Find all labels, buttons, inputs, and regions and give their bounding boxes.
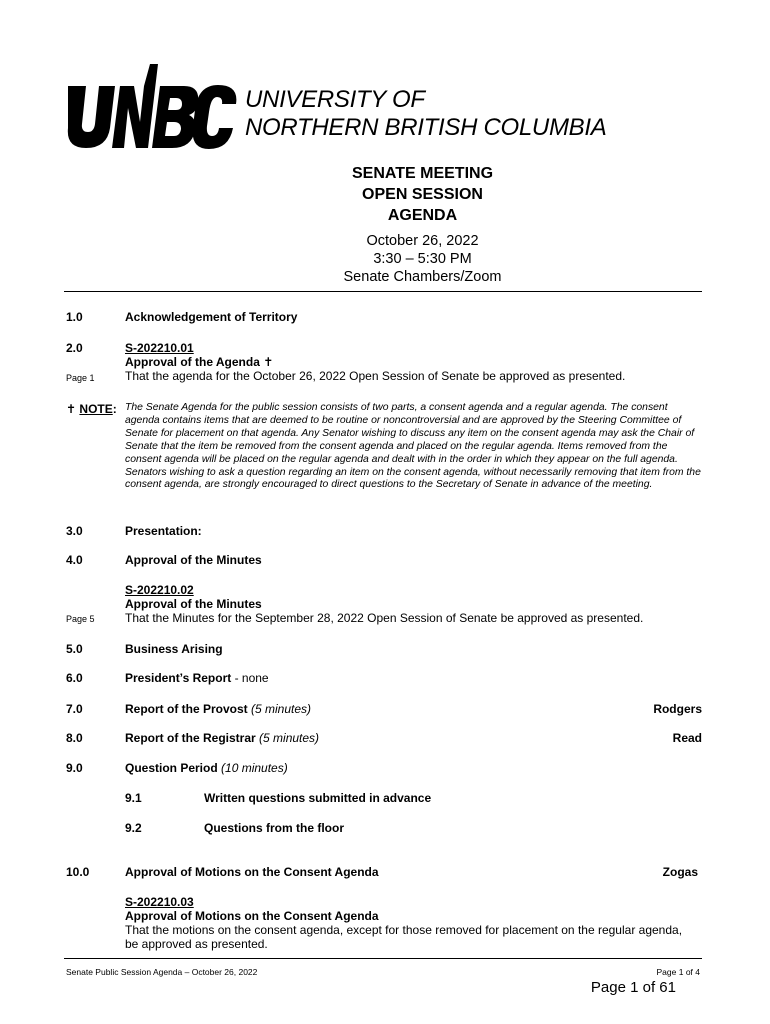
motion-title: Approval of Motions on the Consent Agenda [125,909,379,923]
item-title: Report of the Registrar [125,731,256,745]
item-number: 2.0 [66,341,83,355]
item-duration: (5 minutes) [247,702,312,716]
item-number: 5.0 [66,642,83,656]
item-title-acknowledgement: Acknowledgement of Territory [125,310,298,324]
item-number: 8.0 [66,731,83,745]
item-number: 1.0 [66,310,83,324]
presenter: Read [672,731,702,745]
item-provost-report [125,702,311,716]
item-title-consent-agenda: Approval of Motions on the Consent Agenda [125,865,379,879]
header-divider [64,291,702,292]
note-label [66,402,117,416]
motion-title: Approval of the Agenda ✝ [125,355,274,369]
motion-text: That the Minutes for the September 28, 2022 Open Session of Senate be approved as presented. [125,611,644,625]
title-agenda: AGENDA [387,207,458,224]
meeting-time: 3:30 – 5:30 PM [373,251,472,267]
item-presidents-report [125,671,269,685]
item-suffix: - none [231,671,269,685]
item-number: 7.0 [66,702,83,716]
item-title-minutes: Approval of the Minutes [125,553,262,567]
item-registrar-report [125,731,319,745]
footer-document-name: Senate Public Session Agenda – October 26, 2022 [66,967,258,977]
item-duration: (10 minutes) [217,761,288,775]
agenda-item-2 [125,341,625,383]
motion-code: S-202210.03 [125,895,194,909]
sub-item-number: 9.1 [125,791,142,805]
motion-text: That the motions on the consent agenda, except for those removed for placement on the regular agenda, be approved as presented. [125,923,683,951]
item-question-period [125,761,288,775]
title-senate-meeting: SENATE MEETING [351,165,494,182]
item-title: Question Period [125,761,218,775]
page-reference: Page 1 [66,373,95,383]
item-title: Report of the Provost [125,702,248,716]
item-title-presentation: Presentation: [125,524,202,538]
title-open-session: OPEN SESSION [362,186,483,203]
item-number: 9.0 [66,761,83,775]
motion-code: S-202210.02 [125,583,194,597]
university-line-2: NORTHERN BRITISH COLUMBIA [245,114,607,141]
note-text: The Senate Agenda for the public session consists of two parts, a consent agenda and a regular agenda. The consent agenda contains items that are deemed to be routine or noncontroversial and are approved by the Steering Committee of Senate for placement on that agenda. Any Senator wishing to discuss any item on the consent agenda may ask the Chair of Senate that the item be removed from the consent agenda and placed on the regular agenda. Items removed from the consent agenda will be placed on the regular agenda and dealt with in the order in which they appear on the full agenda. Senators wishing to ask a question regarding an item on the consent agenda, without necessarily removing that item from the consent agenda, are strongly encouraged to direct questions to the Secretary of Senate in advance of the meeting. [125,402,701,491]
note-label-text: NOTE [79,402,113,416]
item-number: 10.0 [66,865,90,879]
page-counter: Page 1 of 61 [590,979,676,996]
university-line-1: UNIVERSITY OF [245,86,425,113]
item-duration: (5 minutes) [255,731,320,745]
footer-page-of: Page 1 of 4 [656,967,700,977]
note-colon: : [112,402,117,416]
sub-item-number: 9.2 [125,821,142,835]
sub-item-questions-floor: Questions from the floor [204,821,345,835]
university-name [245,86,606,142]
motion-text: That the agenda for the October 26, 2022 Open Session of Senate be approved as presented. [125,369,626,383]
meeting-location: Senate Chambers/Zoom [343,269,502,285]
item-title: President’s Report [125,671,232,685]
motion-code: S-202210.01 [125,341,194,355]
presenter: Rodgers [653,702,702,716]
meeting-title-block [0,163,770,286]
footer-divider [64,958,702,959]
item-number: 3.0 [66,524,83,538]
unbc-logo [66,64,242,169]
motion-block-minutes [125,583,643,625]
meeting-date: October 26, 2022 [366,233,479,249]
motion-title: Approval of the Minutes [125,597,262,611]
sub-item-written-questions: Written questions submitted in advance [204,791,432,805]
page-reference: Page 5 [66,614,95,624]
item-title-business-arising: Business Arising [125,642,223,656]
presenter: Zogas [662,865,698,879]
item-number: 6.0 [66,671,83,685]
item-number: 4.0 [66,553,83,567]
motion-block-consent [125,895,685,951]
dagger-mark: ✝ [66,402,77,416]
